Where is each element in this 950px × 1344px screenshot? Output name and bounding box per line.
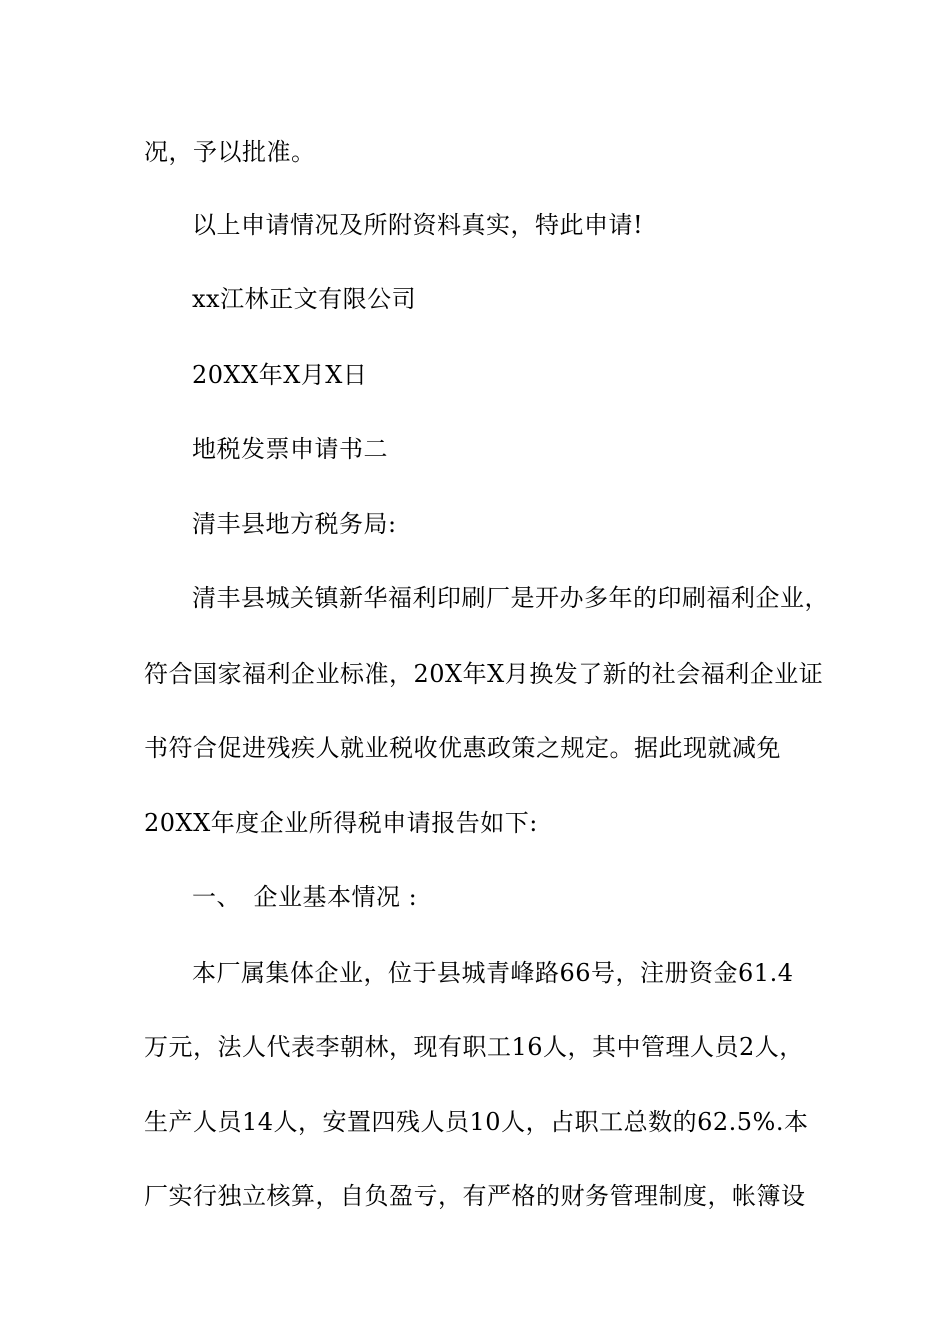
section-title: 地税发票申请书二 xyxy=(192,435,388,463)
date-line: 20XX年X月X日 xyxy=(192,361,368,389)
section-heading: 一、 企业基本情况 : xyxy=(192,883,418,911)
paragraph-continuation: 况，予以批准。 xyxy=(144,138,316,166)
body-line: 符合国家福利企业标准，20X年X月换发了新的社会福利企业证 xyxy=(144,660,824,688)
body-line: 20XX年度企业所得税申请报告如下: xyxy=(144,809,538,837)
body-line: 生产人员14人，安置四残人员10人，占职工总数的62.5%.本 xyxy=(144,1108,809,1136)
company-name: xx江林正文有限公司 xyxy=(192,285,417,313)
addressee: 清丰县地方税务局: xyxy=(192,510,397,538)
body-line: 书符合促进残疾人就业税收优惠政策之规定。据此现就减免 xyxy=(144,734,781,762)
body-line: 清丰县城关镇新华福利印刷厂是开办多年的印刷福利企业， xyxy=(192,584,829,612)
body-line: 万元，法人代表李朝林，现有职工16人，其中管理人员2人， xyxy=(144,1033,804,1061)
declaration-line: 以上申请情况及所附资料真实，特此申请! xyxy=(192,211,644,239)
body-line: 本厂属集体企业，位于县城青峰路66号，注册资金61.4 xyxy=(192,959,794,987)
body-line: 厂实行独立核算，自负盈亏，有严格的财务管理制度，帐簿设 xyxy=(144,1182,806,1210)
